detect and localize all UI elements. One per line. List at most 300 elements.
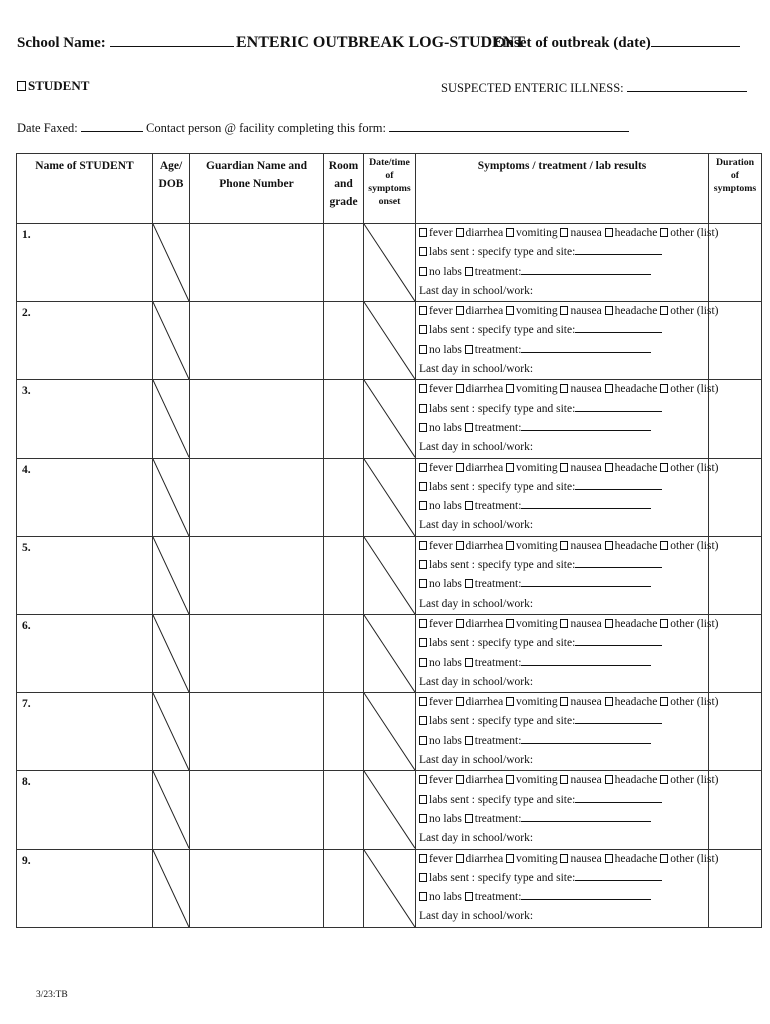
symptom-label: vomiting [516, 852, 558, 865]
last-day-line: Last day in school/work: [419, 363, 534, 376]
age-dob-cell[interactable] [153, 302, 190, 380]
symptom-checkbox[interactable] [506, 463, 514, 472]
labs-sent-label: labs sent : specify type and site: [429, 793, 576, 806]
guardian-cell[interactable] [190, 536, 324, 614]
diagonal-slash-icon [153, 850, 189, 927]
onset-label: Onset of outbreak (date) [494, 35, 651, 51]
symptom-checkbox[interactable] [560, 228, 568, 237]
symptom-checkbox[interactable] [419, 228, 427, 237]
student-name-cell[interactable] [17, 380, 153, 458]
symptom-label: vomiting [516, 227, 558, 239]
symptoms-line [419, 459, 719, 478]
symptoms-cell[interactable] [416, 771, 719, 849]
symptom-checkbox[interactable] [419, 697, 427, 706]
symptom-checkbox[interactable] [506, 854, 514, 863]
symptom-label: headache [614, 617, 658, 630]
symptom-checkbox[interactable] [560, 619, 568, 628]
guardian-cell[interactable] [190, 614, 324, 692]
treatment-checkbox[interactable] [465, 658, 473, 667]
labs-sent-line [419, 400, 708, 419]
symptom-checkbox[interactable] [660, 775, 668, 784]
symptom-label: other (list) [670, 461, 719, 474]
room-grade-cell[interactable] [324, 693, 364, 771]
symptom-label: headache [614, 305, 658, 318]
symptom-checkbox[interactable] [456, 463, 464, 472]
school-name-field[interactable] [17, 35, 234, 52]
symptom-label: other (list) [670, 774, 719, 787]
symptom-label: fever [429, 227, 453, 239]
no-labs-checkbox[interactable] [419, 345, 427, 354]
room-grade-cell[interactable] [324, 380, 364, 458]
symptom-label: nausea [570, 774, 602, 787]
age-dob-cell[interactable] [153, 224, 190, 302]
student-label: STUDENT [28, 78, 90, 93]
symptoms-line [419, 771, 719, 790]
treatment-label: treatment: [474, 421, 522, 434]
symptom-label: headache [614, 774, 658, 787]
treatment-label: treatment: [474, 578, 522, 591]
labs-sent-label: labs sent : specify type and site: [429, 480, 576, 493]
symptom-label: diarrhea [465, 461, 504, 474]
room-grade-cell[interactable] [324, 536, 364, 614]
symptom-label: nausea [570, 852, 602, 865]
symptom-checkbox[interactable] [419, 541, 427, 550]
last-day-line: Last day in school/work: [419, 519, 534, 532]
suspected-illness-label: SUSPECTED ENTERIC ILLNESS: [441, 81, 624, 95]
symptom-checkbox[interactable] [456, 697, 464, 706]
symptom-checkbox[interactable] [419, 854, 427, 863]
treatment-checkbox[interactable] [465, 814, 473, 823]
guardian-cell[interactable] [190, 458, 324, 536]
treatment-checkbox[interactable] [465, 892, 473, 901]
symptom-checkbox[interactable] [506, 697, 514, 706]
symptom-checkbox[interactable] [419, 463, 427, 472]
row-number: 7. [22, 698, 31, 711]
footer-code: 3/23:TB [36, 990, 68, 1000]
treatment-checkbox[interactable] [465, 345, 473, 354]
onset-cell[interactable] [364, 224, 416, 302]
labs-sent-checkbox[interactable] [419, 404, 427, 413]
col-header-symptoms: Symptoms / treatment / lab results [416, 154, 709, 224]
row-number: 2. [22, 307, 31, 320]
room-grade-cell[interactable] [324, 614, 364, 692]
symptom-label: nausea [570, 305, 602, 318]
last-day-line: Last day in school/work: [419, 597, 534, 610]
treatment-line [419, 810, 708, 829]
labs-sent-blank[interactable] [575, 870, 662, 881]
table-row [17, 771, 762, 849]
labs-sent-blank[interactable] [575, 635, 662, 646]
labs-sent-line [419, 634, 708, 653]
treatment-blank[interactable] [521, 342, 651, 353]
diagonal-slash-icon [364, 771, 415, 848]
labs-sent-label: labs sent : specify type and site: [429, 715, 576, 728]
diagonal-slash-icon [364, 615, 415, 692]
symptom-checkbox[interactable] [456, 619, 464, 628]
symptom-label: other (list) [670, 383, 719, 396]
no-labs-label: no labs [429, 421, 462, 434]
diagonal-slash-icon [364, 302, 415, 379]
onset-date-line[interactable] [651, 35, 740, 47]
symptom-label: other (list) [670, 852, 719, 865]
room-grade-cell[interactable] [324, 849, 364, 927]
student-checkbox[interactable] [17, 81, 26, 91]
symptom-label: diarrhea [465, 539, 504, 552]
symptom-label: vomiting [516, 383, 558, 396]
date-faxed-label: Date Faxed: [17, 121, 78, 135]
treatment-label: treatment: [474, 812, 522, 825]
labs-sent-line [419, 869, 708, 888]
treatment-blank[interactable] [521, 733, 651, 744]
symptom-checkbox[interactable] [560, 541, 568, 550]
labs-sent-label: labs sent : specify type and site: [429, 402, 576, 415]
symptoms-line [419, 224, 719, 243]
table-row [17, 224, 762, 302]
onset-cell[interactable] [364, 380, 416, 458]
treatment-line [419, 654, 708, 673]
treatment-blank[interactable] [521, 889, 651, 900]
symptom-label: fever [429, 696, 453, 709]
symptom-checkbox[interactable] [560, 854, 568, 863]
symptom-label: nausea [570, 461, 602, 474]
student-name-cell[interactable] [17, 771, 153, 849]
student-name-cell[interactable] [17, 693, 153, 771]
student-checkbox-group[interactable] [17, 78, 89, 94]
symptom-checkbox[interactable] [506, 384, 514, 393]
symptom-label: headache [614, 852, 658, 865]
onset-cell[interactable] [364, 302, 416, 380]
labs-sent-checkbox[interactable] [419, 873, 427, 882]
onset-cell[interactable] [364, 693, 416, 771]
no-labs-checkbox[interactable] [419, 814, 427, 823]
no-labs-label: no labs [429, 734, 462, 747]
no-labs-label: no labs [429, 812, 462, 825]
no-labs-checkbox[interactable] [419, 892, 427, 901]
symptoms-cell[interactable] [416, 693, 719, 771]
treatment-blank[interactable] [521, 264, 651, 275]
symptoms-cell[interactable] [416, 302, 719, 380]
symptom-label: fever [429, 539, 453, 552]
treatment-blank[interactable] [521, 420, 651, 431]
contact-person-label: Contact person @ facility completing this form: [146, 121, 386, 135]
age-dob-cell[interactable] [153, 849, 190, 927]
symptom-label: fever [429, 617, 453, 630]
school-name-label: School Name: [17, 35, 106, 51]
room-grade-cell[interactable] [324, 302, 364, 380]
symptom-checkbox[interactable] [506, 228, 514, 237]
row-number: 5. [22, 541, 31, 554]
symptom-label: fever [429, 852, 453, 865]
guardian-cell[interactable] [190, 302, 324, 380]
treatment-checkbox[interactable] [465, 736, 473, 745]
treatment-blank[interactable] [521, 576, 651, 587]
symptom-checkbox[interactable] [660, 306, 668, 315]
diagonal-slash-icon [153, 693, 189, 770]
symptom-checkbox[interactable] [456, 384, 464, 393]
symptom-checkbox[interactable] [456, 306, 464, 315]
no-labs-label: no labs [429, 343, 462, 356]
suspected-illness-field[interactable] [441, 80, 747, 96]
treatment-line [419, 341, 708, 360]
onset-cell[interactable] [364, 458, 416, 536]
onset-cell[interactable] [364, 536, 416, 614]
symptom-checkbox[interactable] [660, 384, 668, 393]
symptom-checkbox[interactable] [506, 619, 514, 628]
treatment-line [419, 263, 708, 282]
row-number: 8. [22, 776, 31, 789]
no-labs-checkbox[interactable] [419, 423, 427, 432]
labs-sent-checkbox[interactable] [419, 482, 427, 491]
symptom-checkbox[interactable] [456, 775, 464, 784]
age-dob-cell[interactable] [153, 536, 190, 614]
symptom-checkbox[interactable] [660, 541, 668, 550]
labs-sent-blank[interactable] [575, 479, 662, 490]
last-day-line: Last day in school/work: [419, 441, 534, 454]
labs-sent-line [419, 556, 708, 575]
labs-sent-checkbox[interactable] [419, 560, 427, 569]
symptom-checkbox[interactable] [605, 697, 613, 706]
row-number: 9. [22, 854, 31, 867]
symptom-checkbox[interactable] [419, 384, 427, 393]
student-name-cell[interactable] [17, 224, 153, 302]
row-number: 1. [22, 229, 31, 241]
student-name-cell[interactable] [17, 614, 153, 692]
table-row [17, 614, 762, 692]
table-row [17, 302, 762, 380]
age-dob-cell[interactable] [153, 380, 190, 458]
no-labs-checkbox[interactable] [419, 658, 427, 667]
student-name-cell[interactable] [17, 458, 153, 536]
symptom-checkbox[interactable] [456, 541, 464, 550]
student-name-cell[interactable] [17, 536, 153, 614]
symptom-label: vomiting [516, 305, 558, 318]
col-header-onset: Date/time of symptoms onset [364, 154, 416, 224]
symptoms-line [419, 693, 719, 712]
treatment-line [419, 732, 708, 751]
symptom-label: vomiting [516, 461, 558, 474]
treatment-line [419, 419, 708, 438]
room-grade-cell[interactable] [324, 224, 364, 302]
symptom-checkbox[interactable] [660, 619, 668, 628]
symptom-checkbox[interactable] [506, 775, 514, 784]
no-labs-checkbox[interactable] [419, 579, 427, 588]
symptom-checkbox[interactable] [456, 854, 464, 863]
last-day-line: Last day in school/work: [419, 754, 534, 767]
symptom-label: fever [429, 461, 453, 474]
treatment-label: treatment: [474, 343, 522, 356]
symptom-label: headache [614, 227, 658, 239]
labs-sent-blank[interactable] [575, 401, 662, 412]
treatment-checkbox[interactable] [465, 579, 473, 588]
symptom-checkbox[interactable] [660, 463, 668, 472]
symptom-label: headache [614, 539, 658, 552]
symptom-label: vomiting [516, 696, 558, 709]
labs-sent-checkbox[interactable] [419, 795, 427, 804]
outbreak-log-table [16, 153, 762, 928]
symptoms-cell[interactable] [416, 614, 719, 692]
symptom-checkbox[interactable] [419, 619, 427, 628]
symptom-label: diarrhea [465, 696, 504, 709]
symptoms-cell[interactable] [416, 224, 719, 302]
treatment-label: treatment: [474, 265, 522, 278]
room-grade-cell[interactable] [324, 771, 364, 849]
symptom-label: nausea [570, 227, 602, 239]
symptoms-cell[interactable] [416, 380, 719, 458]
labs-sent-checkbox[interactable] [419, 247, 427, 256]
symptoms-cell[interactable] [416, 458, 719, 536]
no-labs-label: no labs [429, 578, 462, 591]
diagonal-slash-icon [153, 771, 189, 848]
no-labs-checkbox[interactable] [419, 501, 427, 510]
symptom-checkbox[interactable] [605, 619, 613, 628]
room-grade-cell[interactable] [324, 458, 364, 536]
diagonal-slash-icon [364, 537, 415, 614]
labs-sent-blank[interactable] [575, 557, 662, 568]
no-labs-label: no labs [429, 891, 462, 904]
age-dob-cell[interactable] [153, 458, 190, 536]
diagonal-slash-icon [364, 380, 415, 457]
treatment-line [419, 497, 708, 516]
symptom-label: diarrhea [465, 227, 504, 239]
treatment-checkbox[interactable] [465, 501, 473, 510]
log-body [17, 224, 762, 928]
symptom-checkbox[interactable] [605, 854, 613, 863]
table-row [17, 693, 762, 771]
labs-sent-label: labs sent : specify type and site: [429, 637, 576, 650]
symptom-label: other (list) [670, 227, 719, 239]
age-dob-cell[interactable] [153, 771, 190, 849]
symptom-label: diarrhea [465, 617, 504, 630]
table-header-row [17, 154, 762, 224]
labs-sent-blank[interactable] [575, 792, 662, 803]
symptom-label: fever [429, 305, 453, 318]
symptom-checkbox[interactable] [605, 541, 613, 550]
guardian-cell[interactable] [190, 849, 324, 927]
symptom-checkbox[interactable] [419, 306, 427, 315]
diagonal-slash-icon [153, 380, 189, 457]
treatment-label: treatment: [474, 500, 522, 513]
labs-sent-blank[interactable] [575, 322, 662, 333]
school-name-line[interactable] [110, 35, 234, 47]
labs-sent-checkbox[interactable] [419, 716, 427, 725]
labs-sent-label: labs sent : specify type and site: [429, 246, 576, 259]
table-row [17, 849, 762, 927]
symptom-checkbox[interactable] [560, 697, 568, 706]
labs-sent-checkbox[interactable] [419, 325, 427, 334]
symptom-label: fever [429, 383, 453, 396]
no-labs-label: no labs [429, 265, 462, 278]
diagonal-slash-icon [364, 459, 415, 536]
age-dob-cell[interactable] [153, 614, 190, 692]
onset-date-field[interactable] [494, 35, 740, 52]
no-labs-checkbox[interactable] [419, 267, 427, 276]
symptom-checkbox[interactable] [456, 228, 464, 237]
symptom-label: nausea [570, 696, 602, 709]
symptom-checkbox[interactable] [506, 306, 514, 315]
table-row [17, 536, 762, 614]
symptom-label: diarrhea [465, 383, 504, 396]
treatment-checkbox[interactable] [465, 267, 473, 276]
page-title: ENTERIC OUTBREAK LOG-STUDENT [236, 34, 525, 51]
symptom-checkbox[interactable] [660, 854, 668, 863]
guardian-cell[interactable] [190, 771, 324, 849]
treatment-blank[interactable] [521, 498, 651, 509]
symptom-checkbox[interactable] [560, 463, 568, 472]
suspected-illness-line[interactable] [627, 80, 747, 92]
treatment-checkbox[interactable] [465, 423, 473, 432]
symptoms-cell[interactable] [416, 849, 719, 927]
student-name-cell[interactable] [17, 302, 153, 380]
diagonal-slash-icon [364, 693, 415, 770]
last-day-line: Last day in school/work: [419, 832, 534, 845]
symptom-label: headache [614, 696, 658, 709]
symptom-checkbox[interactable] [660, 697, 668, 706]
symptom-label: headache [614, 461, 658, 474]
diagonal-slash-icon [153, 302, 189, 379]
treatment-label: treatment: [474, 734, 522, 747]
labs-sent-checkbox[interactable] [419, 638, 427, 647]
labs-sent-line [419, 791, 708, 810]
symptom-checkbox[interactable] [605, 463, 613, 472]
symptom-checkbox[interactable] [605, 775, 613, 784]
onset-cell[interactable] [364, 771, 416, 849]
contact-person-line[interactable] [389, 120, 629, 132]
treatment-blank[interactable] [521, 655, 651, 666]
last-day-line: Last day in school/work: [419, 675, 534, 688]
symptom-checkbox[interactable] [506, 541, 514, 550]
symptom-checkbox[interactable] [605, 384, 613, 393]
last-day-line: Last day in school/work: [419, 910, 534, 923]
symptom-label: vomiting [516, 774, 558, 787]
symptom-checkbox[interactable] [660, 228, 668, 237]
last-day-line: Last day in school/work: [419, 284, 534, 297]
date-faxed-row[interactable] [17, 120, 629, 136]
age-dob-cell[interactable] [153, 693, 190, 771]
onset-cell[interactable] [364, 614, 416, 692]
symptom-checkbox[interactable] [419, 775, 427, 784]
guardian-cell[interactable] [190, 380, 324, 458]
row-number: 4. [22, 463, 31, 476]
labs-sent-blank[interactable] [575, 244, 662, 255]
symptom-checkbox[interactable] [605, 306, 613, 315]
col-header-duration: Duration of symptoms [709, 154, 762, 224]
treatment-label: treatment: [474, 891, 522, 904]
labs-sent-line [419, 243, 708, 262]
labs-sent-label: labs sent : specify type and site: [429, 324, 576, 337]
labs-sent-label: labs sent : specify type and site: [429, 559, 576, 572]
treatment-line [419, 888, 708, 907]
symptom-label: nausea [570, 383, 602, 396]
no-labs-checkbox[interactable] [419, 736, 427, 745]
guardian-cell[interactable] [190, 224, 324, 302]
student-name-cell[interactable] [17, 849, 153, 927]
guardian-cell[interactable] [190, 693, 324, 771]
labs-sent-blank[interactable] [575, 713, 662, 724]
col-header-room: Room and grade [324, 154, 364, 224]
symptom-checkbox[interactable] [605, 228, 613, 237]
symptoms-cell[interactable] [416, 536, 719, 614]
onset-cell[interactable] [364, 849, 416, 927]
symptom-checkbox[interactable] [560, 384, 568, 393]
symptom-checkbox[interactable] [560, 775, 568, 784]
treatment-blank[interactable] [521, 811, 651, 822]
symptom-label: nausea [570, 617, 602, 630]
symptom-checkbox[interactable] [560, 306, 568, 315]
symptom-label: other (list) [670, 539, 719, 552]
date-faxed-line[interactable] [81, 120, 143, 132]
diagonal-slash-icon [153, 459, 189, 536]
labs-sent-line [419, 321, 708, 340]
